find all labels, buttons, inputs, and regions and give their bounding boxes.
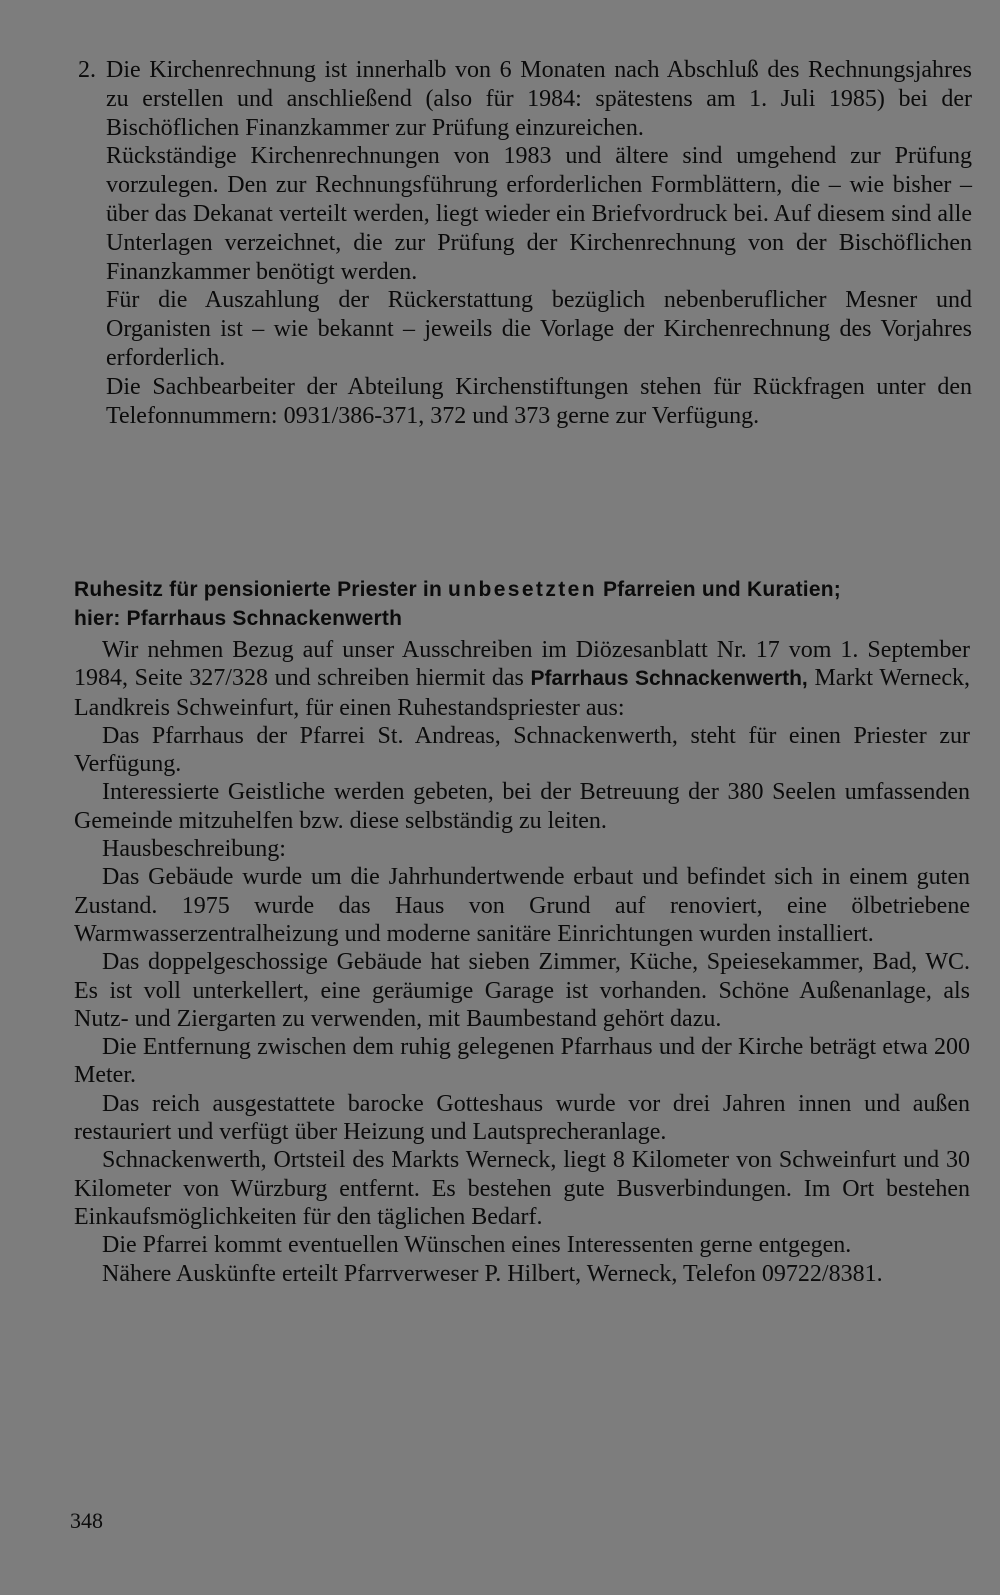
item-paragraph: Die Sachbearbeiter der Abteilung Kirchenstiftungen stehen für Rückfragen unter den Telefonnummern: 0931/386-371, 372 und 373 gerne zur Verfügung. xyxy=(106,373,972,429)
section-paragraph: Das Pfarrhaus der Pfarrei St. Andreas, Schnackenwerth, steht für einen Priester zur Verfügung. xyxy=(74,722,970,778)
heading-spaced-word: unbesetzten xyxy=(448,578,597,601)
section-heading xyxy=(74,575,970,633)
heading-line-2: hier: Pfarrhaus Schnackenwerth xyxy=(74,607,403,630)
section-paragraph: Schnackenwerth, Ortsteil des Markts Werneck, liegt 8 Kilometer von Schweinfurt und 30 Kilometer von Würzburg entfernt. Es bestehen gute Busverbindungen. Im Ort bestehen Einkaufsmöglichkeiten für den täglichen Bedarf. xyxy=(74,1147,970,1230)
section-paragraph: Die Entfernung zwischen dem ruhig gelegenen Pfarrhaus und der Kirche beträgt etwa 200 Meter. xyxy=(74,1034,970,1089)
intro-text: Wir nehmen Bezug auf unser Ausschreiben im Diözesanblatt Nr. 17 vom 1. September 1984, Seite 327/328 und schreiben hiermit das xyxy=(74,637,970,692)
intro-text: Markt Werneck, Landkreis Schweinfurt, für einen Ruhestandspriester aus: xyxy=(74,665,970,721)
section-paragraph: Das Gebäude wurde um die Jahrhundertwende erbaut und befindet sich in einem guten Zustand. 1975 wurde das Haus von Grund auf renoviert, eine ölbetriebene Warmwasserzentralheizung und moderne sanitäre Einrichtungen wurden installiert. xyxy=(74,864,970,947)
item-paragraph: Für die Auszahlung der Rückerstattung bezüglich nebenberuflicher Mesner und Organisten ist – wie bekannt – jeweils die Vorlage der Kirchenrechnung des Vorjahres erforderlich. xyxy=(106,287,972,371)
heading-text: Ruhesitz für pensionierte Priester in xyxy=(74,578,449,601)
section-paragraph: Nähere Auskünfte erteilt Pfarrverweser P. Hilbert, Werneck, Telefon 09722/8381. xyxy=(102,1260,883,1287)
item-paragraph: Die Kirchenrechnung ist innerhalb von 6 Monaten nach Abschluß des Rechnungsjahres zu erstellen und anschließend (also für 1984: spätestens am 1. Juli 1985) bei der Bischöflichen Finanzkammer zur Prüfung einzureichen. xyxy=(106,57,972,141)
section-body xyxy=(74,636,970,1288)
section-paragraph: Das reich ausgestattete barocke Gotteshaus wurde vor drei Jahren innen und außen restauriert und verfügt über Heizung und Lautsprecheranlage. xyxy=(74,1090,970,1146)
section-paragraph: Das doppelgeschossige Gebäude hat sieben Zimmer, Küche, Speiesekammer, Bad, WC. Es ist voll unterkellert, eine geräumige Garage ist vorhanden. Schöne Außenanlage, als Nutz- und Ziergarten zu verwenden, mit Baumbestand gehört dazu. xyxy=(74,949,970,1032)
item-paragraph: Rückständige Kirchenrechnungen von 1983 und ältere sind umgehend zur Prüfung vorzulegen. Den zur Rechnungsführung erforderlichen Formblättern, die – wie bisher – über das Dekanat verteilt werden, liegt wieder ein Briefvordruck bei. Auf diesem sind alle Unterlagen verzeichnet, die zur Prüfung der Kirchenrechnung von der Bischöflichen Finanzkammer benötigt werden. xyxy=(106,143,972,285)
section-paragraph: Interessierte Geistliche werden gebeten, bei der Betreuung der 380 Seelen umfassenden Gemeinde mitzuhelfen bzw. diese selbständig zu leiten. xyxy=(74,779,970,834)
heading-text: Pfarreien und Kuratien; xyxy=(596,578,841,601)
section-paragraph: Die Pfarrei kommt eventuellen Wünschen eines Interessenten gerne entgegen. xyxy=(102,1232,852,1259)
section-paragraph: Hausbeschreibung: xyxy=(102,836,286,863)
numbered-item-2 xyxy=(78,56,972,430)
item-body xyxy=(106,56,972,430)
heading-line-1 xyxy=(74,575,970,604)
intro-bold-text: Pfarrhaus Schnackenwerth, xyxy=(530,667,808,691)
page-number: 348 xyxy=(70,1508,103,1533)
item-number: 2. xyxy=(78,57,96,83)
intro-paragraph xyxy=(74,636,970,722)
